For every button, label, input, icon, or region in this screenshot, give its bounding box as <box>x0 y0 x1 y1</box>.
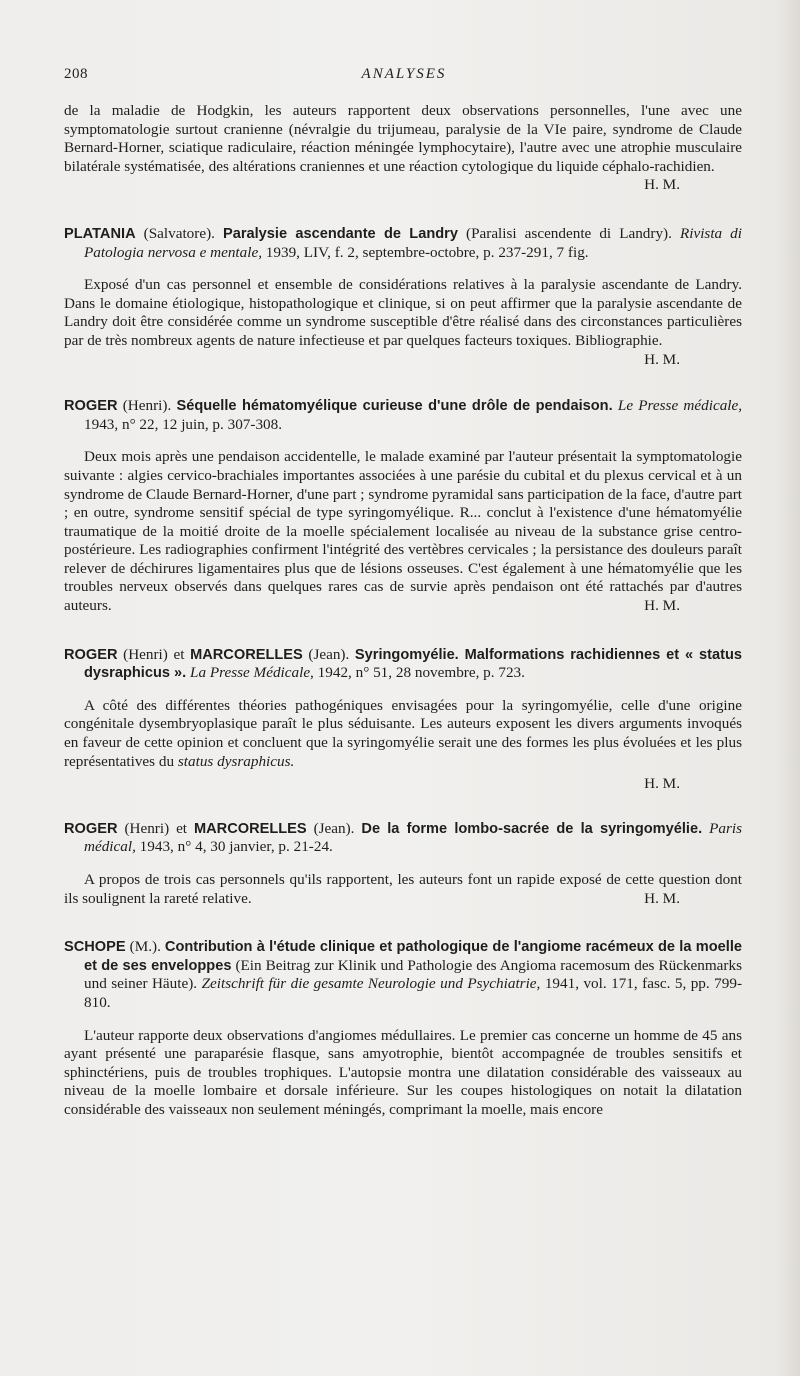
entry-title: De la forme lombo-sacrée de la syringomyélie. <box>361 820 703 837</box>
entry-abstract-text: A propos de trois cas personnels qu'ils rapportent, les auteurs font un rapide exposé de cette question dont ils soulignent la rareté relative. <box>64 871 742 907</box>
entry-author: SCHOPE <box>64 939 126 956</box>
entry-abstract <box>64 276 742 368</box>
entry-citation <box>64 820 742 857</box>
intro-paragraph: de la maladie de Hodgkin, les auteurs rapportent deux observations personnelles, l'une avec une symptomatologie surtout cranienne (névralgie du trijumeau, paralysie de la VIe paire, syndrome de Claude Bernard-Horner, sciatique radiculaire, réaction méningée lymphocytaire), l'autre avec une atrophie musculaire bilatérale systématisée, des altérations craniennes et une réaction cytologique du liquide céphalo-rachidien. <box>64 102 742 175</box>
page-number: 208 <box>64 66 88 82</box>
entry-reference: 1939, LIV, f. 2, septembre-octobre, p. 237-291, 7 fig. <box>265 243 589 261</box>
page-header <box>64 66 744 88</box>
entry-author: ROGER <box>64 398 118 415</box>
entry-author: ROGER <box>64 820 118 837</box>
entry-author-first: (M.). <box>129 938 161 956</box>
entry-title: Syringomyélie. Malformations rachidiennes et « status dysraphicus ». <box>84 646 742 682</box>
entry-citation <box>64 225 742 262</box>
entry-platania <box>64 225 742 369</box>
entry-abstract-text: A côté des différentes théories pathogéniques envisagées pour la syringomyélie, celle d'une origine congénitale dysembryoplasique paraît le plus séduisante. Les auteurs exposent les divers arguments invoqués en faveur de cette opinion et concluent que la syringomyélie serait une des formes les plus évoluées et les plus représentatives du <box>64 696 742 770</box>
entry-abstract <box>64 1027 742 1120</box>
entry-abstract-italic: status dysraphicus. <box>177 752 295 770</box>
entry-author-2: MARCORELLES <box>190 646 303 663</box>
entry-abstract <box>64 448 742 615</box>
entry-author-first: (Henri). <box>122 397 172 415</box>
entry-abstract-text: Deux mois après une pendaison accidentelle, le malade examiné par l'auteur présentait la symptomatologie suivante : algies cervico-brachiales importantes associées à une parésie du cubital et du plexus cervical et à un syndrome de Claude Bernard-Horner, d'une part ; syndrome pyramidal sans participation de la face, d'autre part ; en outre, syndrome sensitif spécial de type syringomyélique. R... conclut à l'existence d'une hématomyélie traumatique de la moitié droite de la moelle spécialement localisée au niveau de la substance grise centro-postérieure. Les radiographies confirment l'intégrité des vertèbres cervicales ; la persistance des douleurs paraît relever de déchirures ligamentaires plus que de lésions osseuses. C'est également à une hématomyélie que les troubles nerveux observés dans quelques rares cas de survie après pendaison ont été rattachés par d'autres auteurs. <box>64 448 742 615</box>
entry-abstract <box>64 697 742 771</box>
entry-citation <box>64 397 742 434</box>
entry-conjunction: et <box>173 645 185 663</box>
entry-author-first: (Salvatore). <box>143 224 215 242</box>
entry-author-first: (Henri) <box>124 819 170 837</box>
entry-reference: 1941, vol. 171, fasc. 5, pp. 799-810. <box>84 975 742 1011</box>
entry-subtitle: (Ein Beitrag zur Klinik und Pathologie des Angioma racemosum des Rückenmarks und seiner Häute). <box>84 956 742 993</box>
entry-journal: Le Presse médicale, <box>617 397 743 415</box>
entry-schope <box>64 938 742 1119</box>
entry-author-first: (Henri) <box>123 645 168 663</box>
entry-journal: La Presse Médicale, <box>190 664 314 682</box>
entry-title: Paralysie ascendante de Landry <box>222 225 458 242</box>
entry-reference: 1943, n° 22, 12 juin, p. 307-308. <box>84 415 283 433</box>
entry-author-2-first: (Jean). <box>308 645 350 663</box>
entry-author-2-first: (Jean). <box>313 819 355 837</box>
entry-journal: Paris médical, <box>84 819 742 856</box>
entry-roger-marcorelles-lombo-sacree <box>64 820 742 908</box>
entry-signature: H. M. <box>644 597 680 615</box>
intro-signature: H. M. <box>644 176 680 194</box>
running-title: ANALYSES <box>361 66 447 82</box>
entry-abstract-text: L'auteur rapporte deux observations d'angiomes médullaires. Le premier cas concerne un homme de 45 ans ayant présenté une paraparésie flasque, sans amyotrophie, bientôt accompagnée de troubles sensitifs et sphinctériens, puis de troubles trophiques. L'autopsie montra une dilatation considérable des vaisseaux au niveau de la moelle lombaire et dorsale inférieure. Sur les coupes histologiques on notait la dilatation considérable des vaisseaux non seulement méningés, comprimant la moelle, mais encore <box>64 1026 742 1118</box>
entry-roger-marcorelles-syringomyelie <box>64 646 742 794</box>
entry-journal: Zeitschrift für die gesamte Neurologie und Psychiatrie, <box>201 975 541 993</box>
entry-reference: 1942, n° 51, 28 novembre, p. 723. <box>317 664 525 682</box>
entry-author: ROGER <box>64 646 118 663</box>
entry-signature: H. M. <box>644 350 680 368</box>
entry-signature: H. M. <box>644 775 680 793</box>
entry-conjunction: et <box>176 819 188 837</box>
entry-reference: 1943, n° 4, 30 janvier, p. 21-24. <box>139 838 333 856</box>
entry-signature: H. M. <box>644 889 680 907</box>
page-content <box>64 102 742 1120</box>
entry-title: Contribution à l'étude clinique et pathologique de l'angiome racémeux de la moelle et de ses enveloppes <box>84 939 742 974</box>
entry-title: Séquelle hématomyélique curieuse d'une drôle de pendaison. <box>176 398 613 415</box>
entry-citation <box>64 938 742 1012</box>
entry-author: PLATANIA <box>64 225 136 242</box>
entry-citation <box>64 646 742 683</box>
entry-roger-pendaison <box>64 397 742 616</box>
entry-abstract <box>64 871 742 908</box>
entry-abstract-text: Exposé d'un cas personnel et ensemble de considérations relatives à la paralysie ascendante de Landry. Dans le domaine étiologique, histopathologique et clinique, si on peut affirmer que la paralysie ascendante de Landry doit être considérée comme un syndrome susceptible d'être réalisé dans des circonstances particulières par de très nombreux agents de nature infectieuse et par quelques facteurs toxiques. Bibliographie. <box>64 276 742 349</box>
entry-subtitle: (Paralisi ascendente di Landry). <box>466 224 672 242</box>
entry-journal: Rivista di Patologia nervosa e mentale, <box>84 224 742 261</box>
entry-author-2: MARCORELLES <box>193 820 307 837</box>
